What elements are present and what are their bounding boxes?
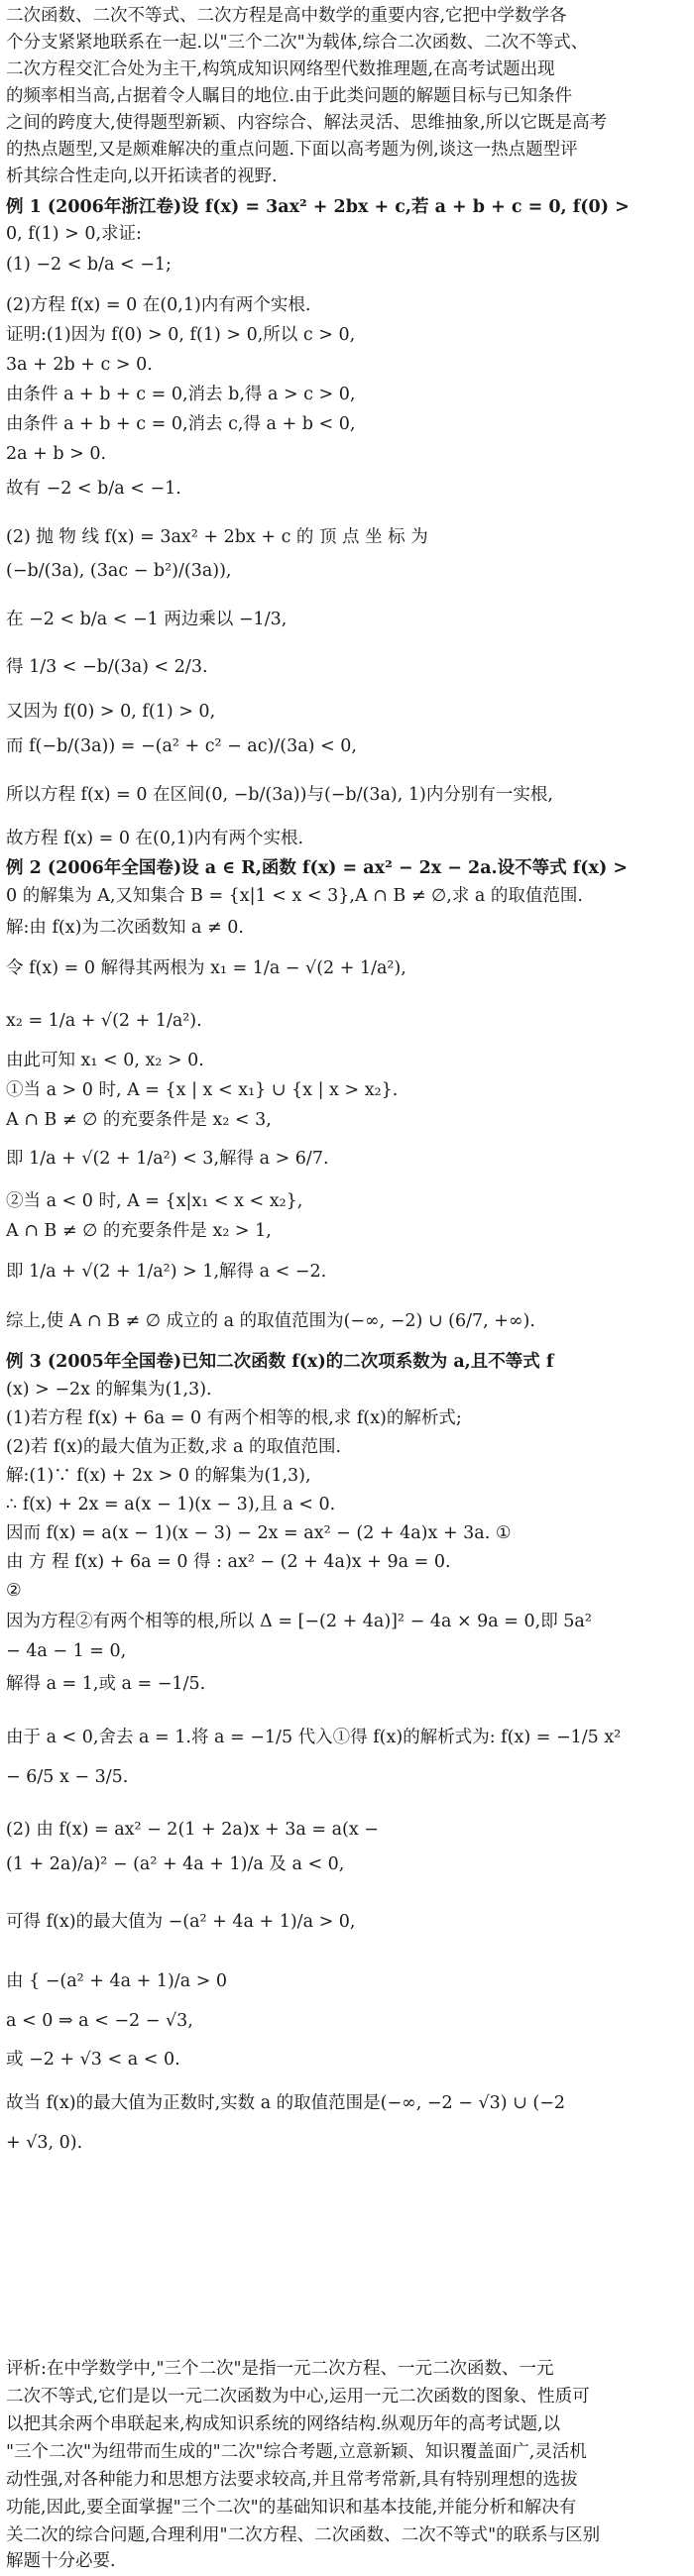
solution-2-line-7: 即 1/a + √(2 + 1/a²) < 3,解得 a > 6/7.: [6, 1149, 329, 1169]
example-2-line: 0 的解集为 A,又知集合 B = {x|1 < x < 3},A ∩ B ≠ ∅,求 a 的取值范围.: [6, 886, 583, 906]
proof-line-1: 证明:(1)因为 f(0) > 0, f(1) > 0,所以 c > 0,: [6, 325, 356, 345]
comment-line-8: 解题十分必要.: [6, 2551, 116, 2571]
solution-2-line-10: 即 1/a + √(2 + 1/a²) > 1,解得 a < −2.: [6, 1262, 327, 1282]
proof-line-12: 而 f(−b/(3a)) = −(a² + c² − ac)/(3a) < 0,: [6, 736, 357, 756]
intro-line-6: 的热点题型,又是颇难解决的重点问题.下面以高考题为例,谈这一热点题型评: [6, 140, 578, 160]
comment-line-4: "三个二次"为纽带而生成的"二次"综合考题,立意新颖、知识覆盖面广,灵活机: [6, 2442, 587, 2462]
proof-line-2: 3a + 2b + c > 0.: [6, 355, 153, 375]
solution-2-line-1: 解:由 f(x)为二次函数知 a ≠ 0.: [6, 918, 244, 938]
comment-line-3: 以把其余两个串联起来,构成知识系统的网络结构.纵观历年的高考试题,以: [6, 2414, 561, 2434]
example-3-line-2: (1)若方程 f(x) + 6a = 0 有两个相等的根,求 f(x)的解析式;: [6, 1408, 462, 1428]
solution-2-line-5: ①当 a > 0 时, A = {x | x < x₁} ∪ {x | x > x₂}.: [6, 1080, 399, 1100]
solution-2-line-11: 综上,使 A ∩ B ≠ ∅ 成立的 a 的取值范围为(−∞, −2) ∪ (6/7, +∞).: [6, 1311, 535, 1331]
proof-line-7: (2) 抛 物 线 f(x) = 3ax² + 2bx + c 的 顶 点 坐 标 为: [6, 527, 428, 547]
proof-line-5: 2a + b > 0.: [6, 444, 107, 464]
comment-line-5: 动性强,对各种能力和思想方法要求较高,并且常考常新,具有特别理想的选拔: [6, 2470, 578, 2490]
intro-line-1: 二次函数、二次不等式、二次方程是高中数学的重要内容,它把中学数学各: [6, 6, 567, 26]
proof-line-6: 故有 −2 < b/a < −1.: [6, 479, 181, 499]
solution-3-line-14: 由 { −(a² + 4a + 1)/a > 0: [6, 1971, 228, 1991]
example-1-heading: 例 1 (2006年浙江卷)设 f(x) = 3ax² + 2bx + c,若 a + b + c = 0, f(0) >: [6, 197, 630, 217]
proof-line-10: 得 1/3 < −b/(3a) < 2/3.: [6, 657, 208, 677]
intro-line-7: 析其综合性走向,以开拓读者的视野.: [6, 167, 278, 186]
solution-3-line-5: ②: [6, 1581, 22, 1601]
solution-2-line-2: 令 f(x) = 0 解得其两根为 x₁ = 1/a − √(2 + 1/a²),: [6, 958, 406, 978]
solution-2-line-4: 由此可知 x₁ < 0, x₂ > 0.: [6, 1051, 204, 1070]
comment-line-6: 功能,因此,要全面掌握"三个二次"的基础知识和基本技能,并能分析和解决有: [6, 2498, 577, 2518]
solution-2-line-6: A ∩ B ≠ ∅ 的充要条件是 x₂ < 3,: [6, 1110, 272, 1130]
example-3-line-3: (2)若 f(x)的最大值为正数,求 a 的取值范围.: [6, 1437, 342, 1457]
solution-3-line-15: a < 0 ⇒ a < −2 − √3,: [6, 2011, 193, 2031]
solution-3-line-12: (1 + 2a)/a)² − (a² + 4a + 1)/a 及 a < 0,: [6, 1854, 345, 1874]
solution-3-line-3: 因而 f(x) = a(x − 1)(x − 3) − 2x = ax² − (2 + 4a)x + 3a. ①: [6, 1523, 512, 1543]
proof-line-14: 故方程 f(x) = 0 在(0,1)内有两个实根.: [6, 829, 304, 848]
solution-2-line-8: ②当 a < 0 时, A = {x|x₁ < x < x₂},: [6, 1191, 303, 1211]
intro-line-2: 个分支紧紧地联系在一起.以"三个二次"为载体,综合二次函数、二次不等式、: [6, 33, 589, 53]
solution-3-line-16: 或 −2 + √3 < a < 0.: [6, 2050, 180, 2070]
solution-3-line-10: − 6/5 x − 3/5.: [6, 1767, 129, 1787]
solution-3-line-9: 由于 a < 0,舍去 a = 1.将 a = −1/5 代入①得 f(x)的解析式为: f(x) = −1/5 x²: [6, 1728, 622, 1747]
solution-2-line-3: x₂ = 1/a + √(2 + 1/a²).: [6, 1011, 202, 1031]
solution-3-line-11: (2) 由 f(x) = ax² − 2(1 + 2a)x + 3a = a(x −: [6, 1820, 379, 1840]
proof-line-4: 由条件 a + b + c = 0,消去 c,得 a + b < 0,: [6, 414, 356, 434]
example-2-heading: 例 2 (2006年全国卷)设 a ∈ R,函数 f(x) = ax² − 2x − 2a.设不等式 f(x) >: [6, 858, 629, 878]
solution-3-line-7: − 4a − 1 = 0,: [6, 1641, 127, 1661]
proof-line-11: 又因为 f(0) > 0, f(1) > 0,: [6, 702, 216, 722]
example-1-line: 0, f(1) > 0,求证:: [6, 224, 142, 244]
comment-line-2: 二次不等式,它们是以一元二次函数为中心,运用一元二次函数的图象、性质可: [6, 2387, 590, 2407]
intro-line-4: 的频率相当高,占据着令人瞩目的地位.由于此类问题的解题目标与已知条件: [6, 86, 573, 106]
example-1-part-1: (1) −2 < b/a < −1;: [6, 255, 172, 275]
comment-line-7: 关二次的综合问题,合理利用"二次方程、二次函数、二次不等式"的联系与区别: [6, 2525, 601, 2545]
solution-2-line-9: A ∩ B ≠ ∅ 的充要条件是 x₂ > 1,: [6, 1221, 272, 1241]
intro-line-5: 之间的跨度大,使得题型新颖、内容综合、解法灵活、思维抽象,所以它既是高考: [6, 113, 608, 133]
proof-line-3: 由条件 a + b + c = 0,消去 b,得 a > c > 0,: [6, 385, 356, 404]
intro-line-3: 二次方程交汇合处为主干,构筑成知识网络型代数推理题,在高考试题出现: [6, 59, 555, 79]
comment-line-1: 评析:在中学数学中,"三个二次"是指一元二次方程、一元二次函数、一元: [6, 2359, 554, 2379]
solution-3-line-8: 解得 a = 1,或 a = −1/5.: [6, 1674, 206, 1694]
solution-3-line-2: ∴ f(x) + 2x = a(x − 1)(x − 3),且 a < 0.: [6, 1495, 336, 1514]
solution-3-line-13: 可得 f(x)的最大值为 −(a² + 4a + 1)/a > 0,: [6, 1912, 356, 1932]
proof-line-13: 所以方程 f(x) = 0 在区间(0, −b/(3a))与(−b/(3a), 1)内分别有一实根,: [6, 785, 553, 805]
example-1-part-2: (2)方程 f(x) = 0 在(0,1)内有两个实根.: [6, 295, 311, 315]
solution-3-line-4: 由 方 程 f(x) + 6a = 0 得 : ax² − (2 + 4a)x + 9a = 0.: [6, 1552, 451, 1572]
solution-3-line-6: 因为方程②有两个相等的根,所以 Δ = [−(2 + 4a)]² − 4a × 9a = 0,即 5a²: [6, 1612, 592, 1631]
solution-3-line-1: 解:(1)∵ f(x) + 2x > 0 的解集为(1,3),: [6, 1466, 311, 1486]
example-3-line-1: (x) > −2x 的解集为(1,3).: [6, 1380, 212, 1400]
example-3-heading: 例 3 (2005年全国卷)已知二次函数 f(x)的二次项系数为 a,且不等式 f: [6, 1352, 554, 1372]
solution-3-line-18: + √3, 0).: [6, 2133, 83, 2153]
proof-line-9: 在 −2 < b/a < −1 两边乘以 −1/3,: [6, 610, 288, 629]
proof-line-8: (−b/(3a), (3ac − b²)/(3a)),: [6, 561, 232, 581]
solution-3-line-17: 故当 f(x)的最大值为正数时,实数 a 的取值范围是(−∞, −2 − √3) ∪ (−2: [6, 2093, 565, 2113]
